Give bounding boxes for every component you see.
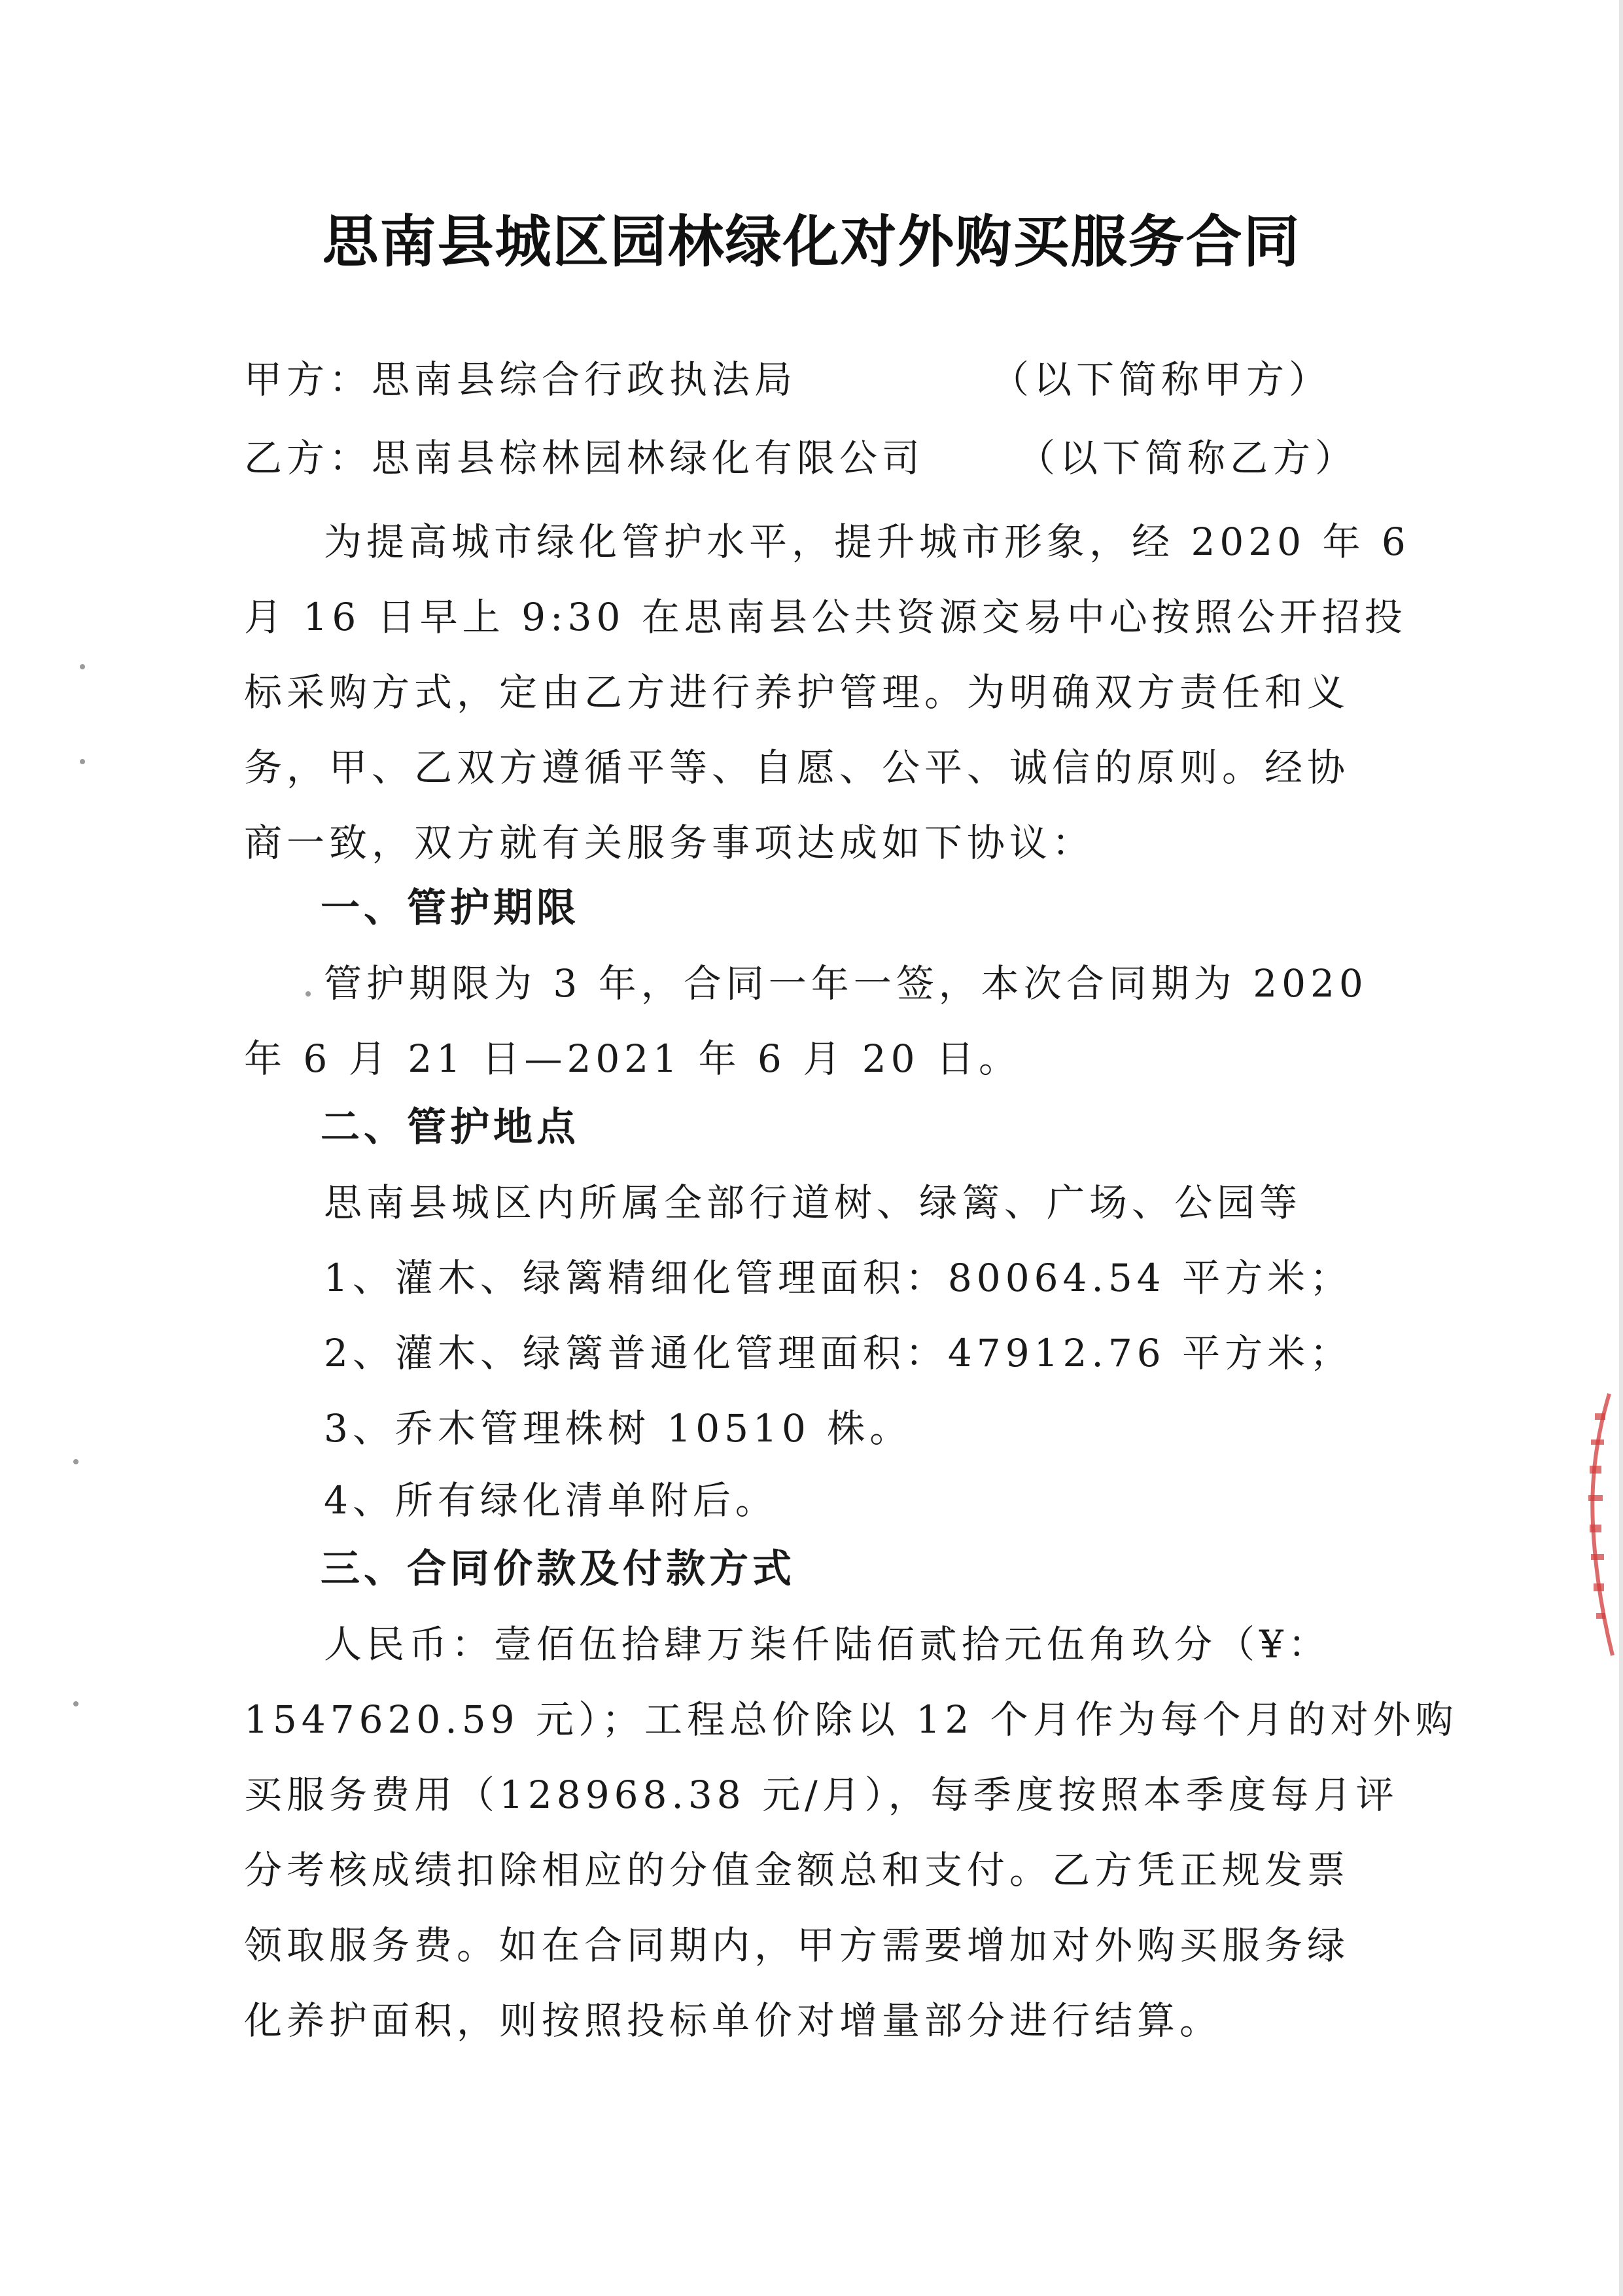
scan-speck — [73, 1459, 79, 1464]
section-line: 4、所有绿化清单附后。 — [324, 1478, 778, 1523]
section-line: 年 6 月 21 日—2021 年 6 月 20 日。 — [244, 1036, 1021, 1081]
page-edge — [1619, 0, 1623, 2296]
intro-line: 商一致，双方就有关服务事项达成如下协议： — [244, 821, 1095, 865]
party-b-label: 乙方：思南县棕林园林绿化有限公司 — [244, 436, 925, 480]
section-heading-payment: 三、合同价款及付款方式 — [321, 1546, 795, 1592]
section-line: 1547620.59 元）；工程总价除以 12 个月作为每个月的对外购 — [244, 1697, 1458, 1742]
section-line: 人民币：壹佰伍拾肆万柒仟陆佰贰拾元伍角玖分（¥： — [324, 1622, 1331, 1667]
party-b-note: （以下简称乙方） — [1017, 436, 1358, 480]
section-line: 1、灌木、绿篱精细化管理面积：80064.54 平方米； — [324, 1256, 1353, 1300]
red-seal-fragment — [1577, 1387, 1616, 1662]
document-title: 思南县城区园林绿化对外购买服务合同 — [322, 209, 1301, 275]
scan-speck — [80, 759, 85, 764]
intro-line: 为提高城市绿化管护水平，提升城市形象，经 2020 年 6 — [324, 520, 1410, 564]
scan-speck — [80, 664, 85, 669]
party-a-label: 甲方：思南县综合行政执法局 — [244, 357, 797, 402]
section-line: 2、灌木、绿篱普通化管理面积：47912.76 平方米； — [324, 1331, 1353, 1375]
party-a-note: （以下简称甲方） — [991, 357, 1332, 402]
scan-speck — [305, 991, 311, 997]
intro-line: 务，甲、乙双方遵循平等、自愿、公平、诚信的原则。经协 — [244, 745, 1350, 790]
intro-line: 标采购方式，定由乙方进行养护管理。为明确双方责任和义 — [244, 670, 1350, 715]
section-line: 买服务费用（128968.38 元/月），每季度按照本季度每月评 — [244, 1773, 1399, 1817]
section-heading-location: 二、管护地点 — [321, 1104, 580, 1150]
section-line: 化养护面积，则按照投标单价对增量部分进行结算。 — [244, 1998, 1223, 2043]
section-line: 分考核成绩扣除相应的分值金额总和支付。乙方凭正规发票 — [244, 1848, 1350, 1892]
section-line: 管护期限为 3 年，合同一年一签，本次合同期为 2020 — [324, 961, 1368, 1006]
section-line: 思南县城区内所属全部行道树、绿篱、广场、公园等 — [324, 1180, 1302, 1225]
section-line: 3、乔木管理株树 10510 株。 — [324, 1406, 913, 1451]
section-line: 领取服务费。如在合同期内，甲方需要增加对外购买服务绿 — [244, 1923, 1350, 1968]
intro-line: 月 16 日早上 9:30 在思南县公共资源交易中心按照公开招投 — [244, 595, 1407, 639]
section-heading-term: 一、管护期限 — [321, 885, 580, 931]
scan-speck — [73, 1701, 79, 1706]
